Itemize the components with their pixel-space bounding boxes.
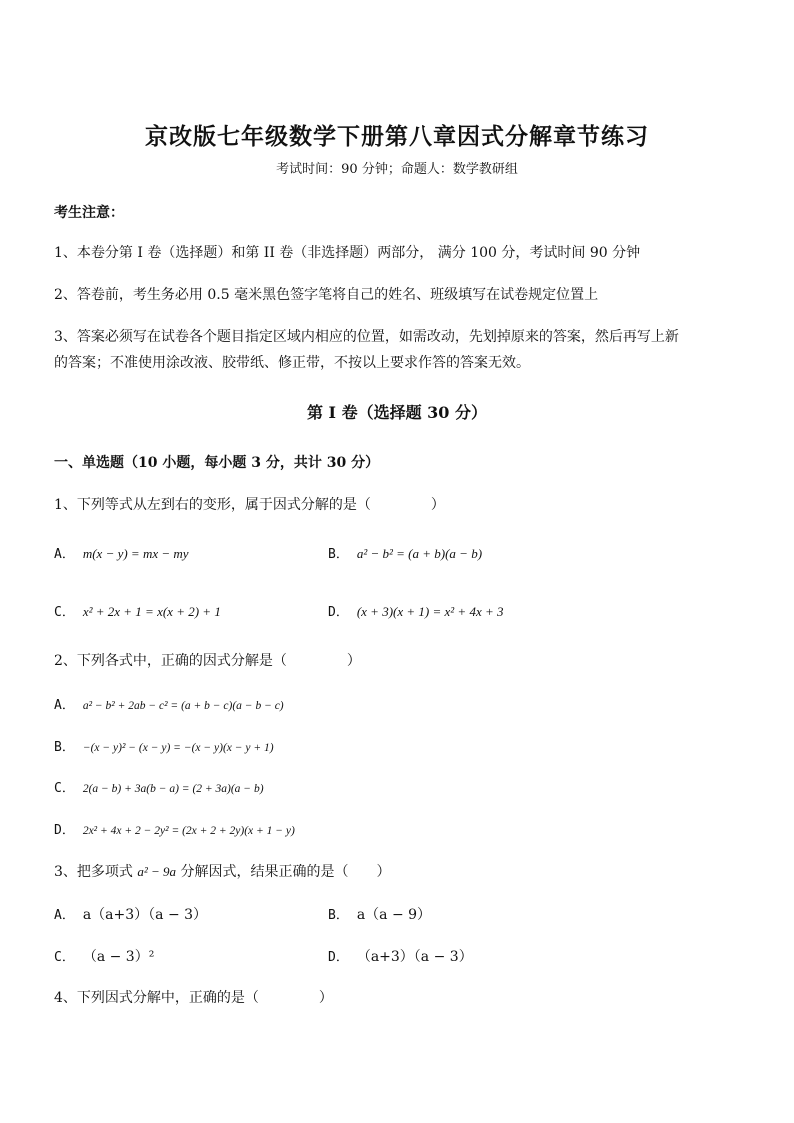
option-b[interactable] [328,543,482,562]
option-a[interactable] [54,904,207,924]
question-expression: a² − 9a [137,864,177,879]
page-title: 京改版七年级数学下册第八章因式分解章节练习 [145,123,649,150]
notice-item: 3、答案必须写在试卷各个题目指定区域内相应的位置，如需改动，先划掉原来的答案，然后再写上新 [54,329,679,345]
option-letter: A． [54,908,75,923]
question-text: 分解因式，结果正确的是（ [180,864,349,880]
question-paren-close: ） [376,864,391,880]
notice-item: 2、答卷前，考生务必用 0.5 毫米黑色签字笔将自己的姓名、班级填写在试卷规定位置上 [54,287,599,303]
option-d[interactable] [328,946,473,966]
option-c[interactable] [54,946,154,966]
option-a[interactable] [54,694,284,713]
notice-item: 1、本卷分第 I 卷（选择题）和第 II 卷（非选择题）两部分， 满分 100 分，考试时间 90 分钟 [54,245,641,261]
option-expression: m(x − y) = mx − my [82,546,189,561]
option-b[interactable] [54,736,274,755]
notice-heading: 考生注意： [54,205,124,221]
option-expression: a（a − 9） [356,907,432,923]
option-letter: B． [328,547,349,562]
option-letter: D． [328,950,349,965]
question-stem [54,987,333,1007]
question-paren-close: ） [346,653,361,669]
option-d[interactable] [54,819,295,838]
option-letter: D． [328,605,349,620]
option-letter: C． [54,781,75,796]
option-expression: a² − b² + 2ab − c² = (a + b − c)(a − b − c) [82,700,284,712]
question-paren-close: ） [430,497,445,513]
question-text: 3、把多项式 [54,864,133,880]
question-paren-close: ） [318,990,333,1006]
option-expression: x² + 2x + 1 = x(x + 2) + 1 [82,604,221,619]
option-letter: B． [328,908,349,923]
option-letter: C． [54,950,75,965]
option-a[interactable] [54,543,189,562]
option-expression: (x + 3)(x + 1) = x² + 4x + 3 [356,604,504,619]
part-heading: 一、单选题（10 小题，每小题 3 分，共计 30 分） [54,455,380,471]
question-text: 2、下列各式中，正确的因式分解是（ [54,653,287,669]
question-stem [54,494,445,514]
question-stem [54,861,391,881]
option-c[interactable] [54,601,221,620]
option-expression: （a+3）（a − 3） [356,949,473,965]
option-expression: a（a+3）（a − 3） [82,907,208,923]
option-expression: （a − 3）² [82,949,155,965]
question-text: 1、下列等式从左到右的变形，属于因式分解的是（ [54,497,371,513]
exam-info: 考试时间：90 分钟；命题人：数学教研组 [276,162,518,177]
option-expression: a² − b² = (a + b)(a − b) [356,546,483,561]
option-expression: −(x − y)² − (x − y) = −(x − y)(x − y + 1) [82,742,274,754]
question-text: 4、下列因式分解中，正确的是（ [54,990,259,1006]
option-expression: 2x² + 4x + 2 − 2y² = (2x + 2 + 2y)(x + 1 − y) [82,825,295,837]
option-letter: C． [54,605,75,620]
question-stem [54,650,361,670]
option-expression: 2(a − b) + 3a(b − a) = (2 + 3a)(a − b) [82,783,264,795]
option-letter: D． [54,823,75,838]
option-c[interactable] [54,777,264,796]
section-title: 第 I 卷（选择题 30 分） [306,403,488,422]
option-letter: A． [54,547,75,562]
notice-item: 的答案；不准使用涂改液、胶带纸、修正带，不按以上要求作答的答案无效。 [54,355,530,371]
option-letter: A． [54,698,75,713]
option-b[interactable] [328,904,431,924]
option-letter: B． [54,740,75,755]
option-d[interactable] [328,601,503,620]
